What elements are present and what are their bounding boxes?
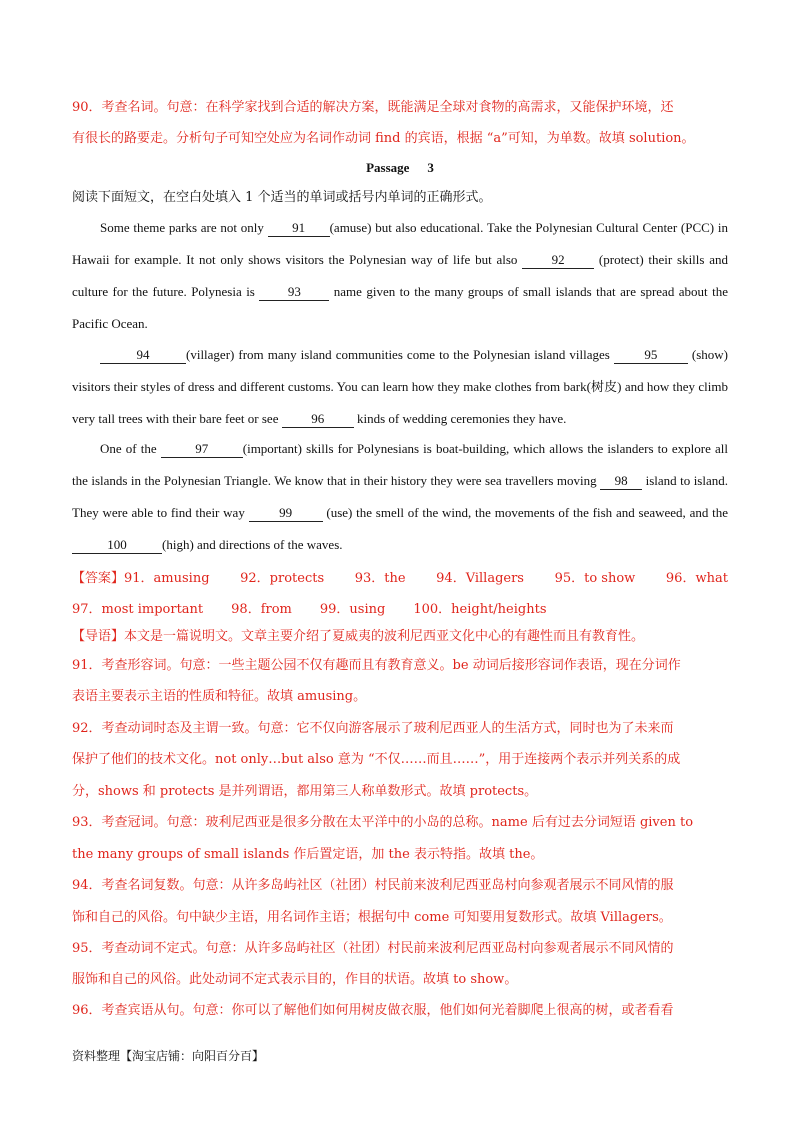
explanation-92-line2: 保护了他们的技术文化。not only…but also 意为 “不仅……而且……”，用于连接两个表示并列关系的成 bbox=[72, 752, 681, 767]
blank-100: 100 bbox=[72, 537, 162, 554]
paragraph-3: One of the 97 (important) skills for Polynesians is boat-building, which allows the islanders to explore all the islands in the Polynesian Triangle. We know that in their history they were sea travellers moving 98 island to island. They were able to find their way 99 (use) the smell of the wind, the movements of the fish and seaweed, and the 100 (high) and directions of the waves. bbox=[72, 441, 728, 552]
explanation-92-line1: 92．考查动词时态及主谓一致。句意：它不仅向游客展示了玻利尼西亚人的生活方式，同时也为了未来而 bbox=[72, 721, 674, 736]
explanation-91-line1: 91．考查形容词。句意：一些主题公园不仅有趣而且有教育意义。be 动词后接形容词作表语，现在分词作 bbox=[72, 658, 681, 673]
paragraph-1: Some theme parks are not only 91 (amuse) but also educational. Take the Polynesian Cultural Center (PCC) in Hawaii for example. It not only shows visitors the Polynesian way of life but also 92 (protect) their skills and culture for the future. Polynesia is 93 name given to the many groups of small islands that are spread about the Pacific Ocean. bbox=[72, 220, 728, 331]
blank-95: 95 bbox=[614, 347, 688, 364]
explanation-93-line1: 93．考查冠词。句意：玻利尼西亚是很多分散在太平洋中的小岛的总称。name 后有过去分词短语 given to bbox=[72, 815, 694, 830]
q90-explanation-line2: 有很长的路要走。分析句子可知空处应为名词作动词 find 的宾语，根据 “a”可知，为单数。故填 solution。 bbox=[72, 131, 695, 146]
blank-97: 97 bbox=[161, 441, 243, 458]
blank-94: 94 bbox=[100, 347, 186, 364]
explanation-93-line2: the many groups of small islands 作后置定语，加 the 表示特指。故填 the。 bbox=[72, 847, 544, 862]
explanation-94-line2: 饰和自己的风俗。句中缺少主语，用名词作主语；根据句中 come 可知要用复数形式。故填 Villagers。 bbox=[72, 910, 672, 925]
guide-text: 【导语】本文是一篇说明文。文章主要介绍了夏威夷的波利尼西亚文化中心的有趣性而且有教育性。 bbox=[72, 629, 645, 644]
blank-92: 92 bbox=[522, 252, 594, 269]
explanation-92-line3: 分，shows 和 protects 是并列谓语，都用第三人称单数形式。故填 protects。 bbox=[72, 784, 538, 799]
blank-96: 96 bbox=[282, 411, 354, 428]
paragraph-2: 94 (villager) from many island communities come to the Polynesian island villages 95 (show) visitors their styles of dress and different customs. You can learn how they make clothes from bark(树皮) and how they climb very tall trees with their bare feet or see 96 kinds of wedding ceremonies they have. bbox=[72, 347, 728, 426]
footer-source: 资料整理【淘宝店铺：向阳百分百】 bbox=[72, 1049, 265, 1063]
explanation-96-line1: 96．考查宾语从句。句意：你可以了解他们如何用树皮做衣服，他们如何光着脚爬上很高的树，或者看看 bbox=[72, 1003, 674, 1018]
answers-row-2: 97．most important 98．from 99．using 100．height/heights bbox=[72, 602, 547, 617]
blank-93: 93 bbox=[259, 284, 329, 301]
q90-explanation-line1: 90．考查名词。句意：在科学家找到合适的解决方案，既能满足全球对食物的高需求，又能保护环境，还 bbox=[72, 100, 674, 115]
explanation-95-line1: 95．考查动词不定式。句意：从许多岛屿社区（社团）村民前来波利尼西亚岛村向参观者展示不同风情的 bbox=[72, 941, 674, 956]
explanation-94-line1: 94．考查名词复数。句意：从许多岛屿社区（社团）村民前来波利尼西亚岛村向参观者展示不同风情的服 bbox=[72, 878, 674, 893]
blank-98: 98 bbox=[600, 473, 642, 490]
blank-91: 91 bbox=[268, 220, 330, 237]
explanation-91-line2: 表语主要表示主语的性质和特征。故填 amusing。 bbox=[72, 689, 367, 704]
instruction: 阅读下面短文，在空白处填入 1 个适当的单词或括号内单词的正确形式。 bbox=[72, 190, 492, 205]
blank-99: 99 bbox=[249, 505, 323, 522]
explanation-95-line2: 服饰和自己的风俗。此处动词不定式表示目的，作目的状语。故填 to show。 bbox=[72, 972, 518, 987]
passage-title: Passage 3 bbox=[366, 160, 434, 175]
answers-row-1: 【答案】91．amusing 92．protects 93．the 94．Villagers 95．to show 96．what bbox=[72, 571, 728, 586]
